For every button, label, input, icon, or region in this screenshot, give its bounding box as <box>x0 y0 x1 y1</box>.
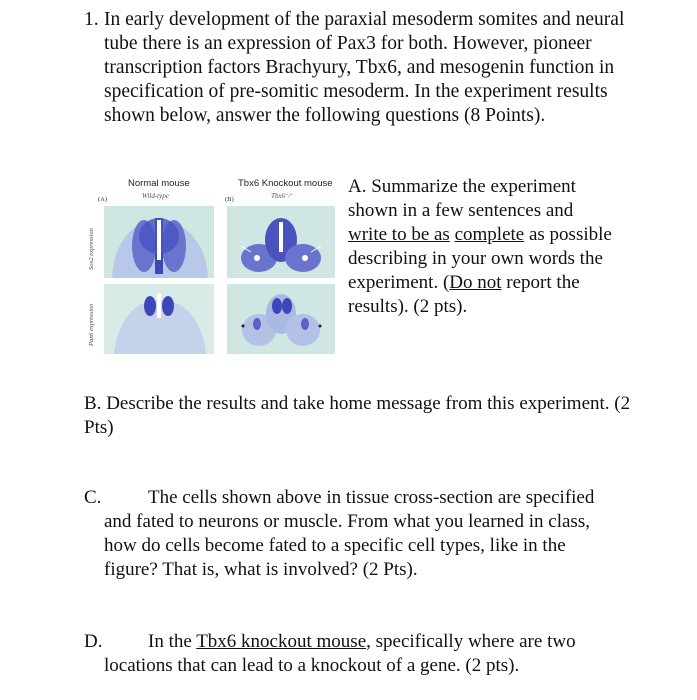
wild-type-subtitle: Wild-type <box>142 192 169 200</box>
part-a-text-4: report the results). (2 pts). <box>348 272 580 317</box>
part-a-underline-1: write to be as <box>348 224 450 245</box>
question-1 <box>84 8 644 128</box>
part-a-underline-2: complete <box>454 224 525 245</box>
part-a-text-3: as possible describing in your own words the experiment. ( <box>348 224 612 293</box>
tbx6-knockout-title: Tbx6 Knockout mouse <box>238 178 333 189</box>
part-b-label: B. <box>84 393 102 414</box>
part-d-text-2: , specifically where are two locations that can lead to a knockout of a gene. (2 pts). <box>104 631 576 676</box>
part-d-text-1: In the <box>148 631 197 652</box>
sox2-row-label: Sox2 expression <box>88 228 95 270</box>
part-c-label: C. <box>84 487 102 508</box>
part-c-text: The cells shown above in tissue cross-section are specified and fated to neurons or muscle. From what you learned in class, how do cells become fated to a specific cell types, like in the figure? That is, what is involved? (2 Pts). <box>104 487 595 580</box>
part-a-underline-3: Do not <box>449 272 502 293</box>
pax6-row-label: Pax6 expression <box>88 303 95 346</box>
part-b <box>84 392 644 440</box>
tbx6-genotype-subtitle: Tbx6⁻⁄⁻ <box>271 192 294 200</box>
part-d-text <box>84 630 644 678</box>
part-c <box>84 486 624 582</box>
panel-knockout-sox2 <box>227 206 335 278</box>
experiment-figure <box>84 178 346 358</box>
part-b-text: Describe the results and take home message from this experiment. (2 Pts) <box>84 393 631 438</box>
part-d-label: D. <box>84 631 103 652</box>
panel-normal-sox2 <box>104 206 214 278</box>
part-a-label: A. <box>348 176 367 197</box>
panel-a-label: (A) <box>98 196 108 203</box>
normal-mouse-title: Normal mouse <box>128 178 190 189</box>
panel-knockout-pax6 <box>227 284 335 354</box>
question-number: 1. <box>84 9 99 30</box>
part-d-underline: Tbx6 knockout mouse <box>196 631 367 652</box>
panel-b-label: (B) <box>225 196 234 203</box>
part-a-text-1: Summarize the experiment shown in a few sentences and <box>348 176 576 221</box>
part-a <box>348 175 616 319</box>
part-d <box>84 630 644 678</box>
panel-normal-pax6 <box>104 284 214 354</box>
question-1-text: In early development of the paraxial mesoderm somites and neural tube there is an expression of Pax3 for both. However, pioneer transcription factors Brachyury, Tbx6, and mesogenin function in specification of pre-somitic mesoderm. In the experiment results shown below, answer the following questions (8 Points). <box>104 9 625 126</box>
